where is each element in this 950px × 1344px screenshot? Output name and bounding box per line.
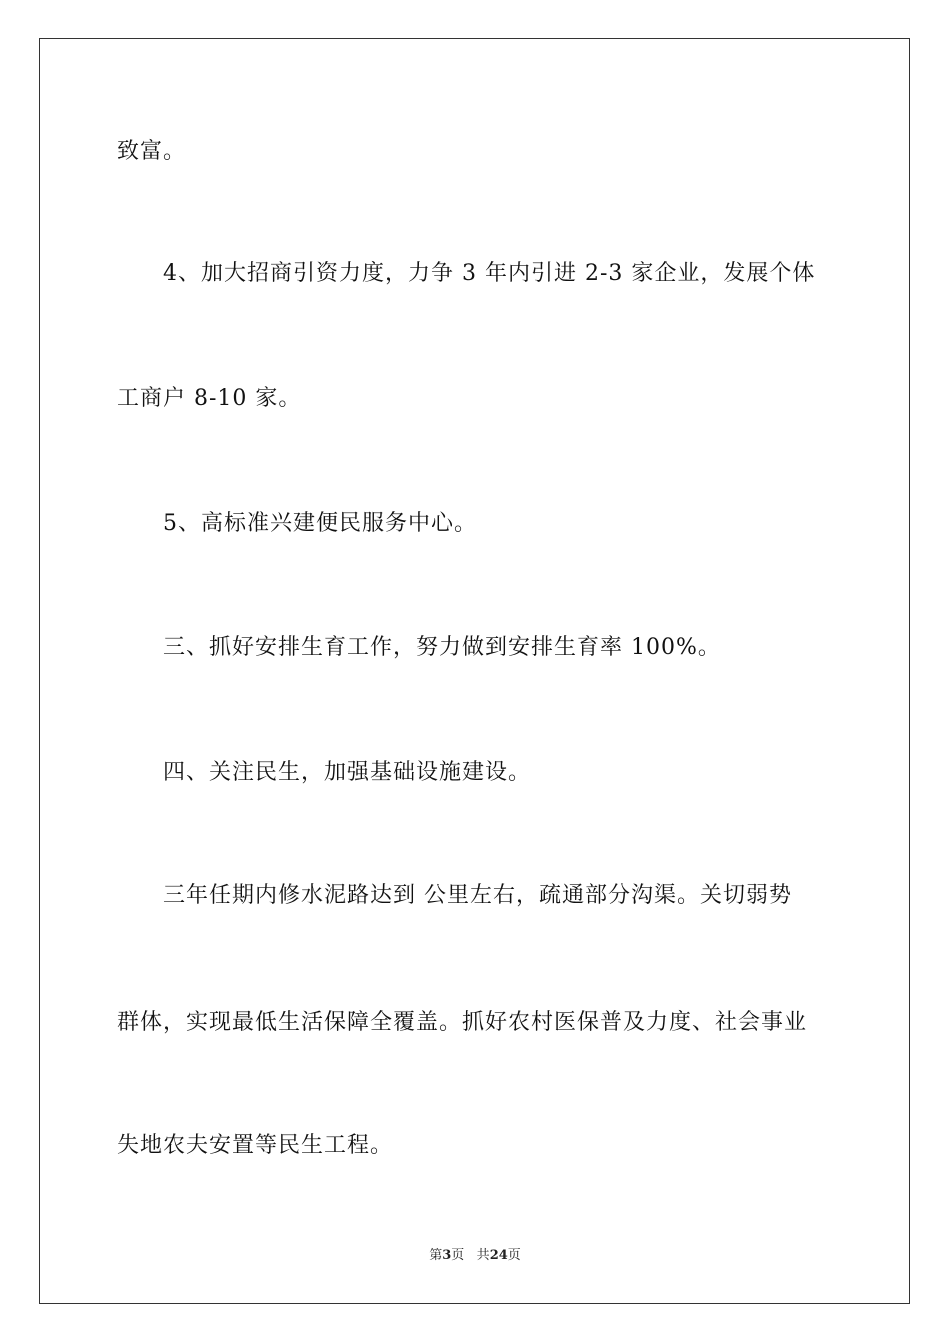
footer-page-prefix: 第 — [429, 1248, 443, 1263]
footer-page-suffix: 页 — [451, 1248, 465, 1263]
text-line-5: 三、抓好安排生育工作，努力做到安排生育率 100%。 — [163, 635, 721, 660]
page-border — [39, 38, 910, 1304]
text-line-1: 致富。 — [117, 139, 187, 164]
footer-total-pages: 24 — [489, 1248, 508, 1263]
footer-page-number: 3 — [442, 1248, 452, 1263]
text-line-7: 三年任期内修水泥路达到 公里左右，疏通部分沟渠。关切弱势 — [163, 883, 792, 908]
text-line-9: 失地农夫安置等民生工程。 — [117, 1133, 394, 1158]
footer-total-suffix: 页 — [507, 1248, 521, 1263]
text-line-6: 四、关注民生，加强基础设施建设。 — [163, 760, 532, 785]
footer-total-prefix: 共 — [476, 1248, 490, 1263]
text-line-4: 5、高标准兴建便民服务中心。 — [163, 511, 477, 536]
text-line-8: 群体，实现最低生活保障全覆盖。抓好农村医保普及力度、社会事业 — [117, 1010, 808, 1035]
text-line-3: 工商户 8-10 家。 — [117, 386, 302, 411]
page-footer — [0, 1247, 950, 1265]
text-line-2: 4、加大招商引资力度，力争 3 年内引进 2-3 家企业，发展个体 — [163, 261, 816, 286]
